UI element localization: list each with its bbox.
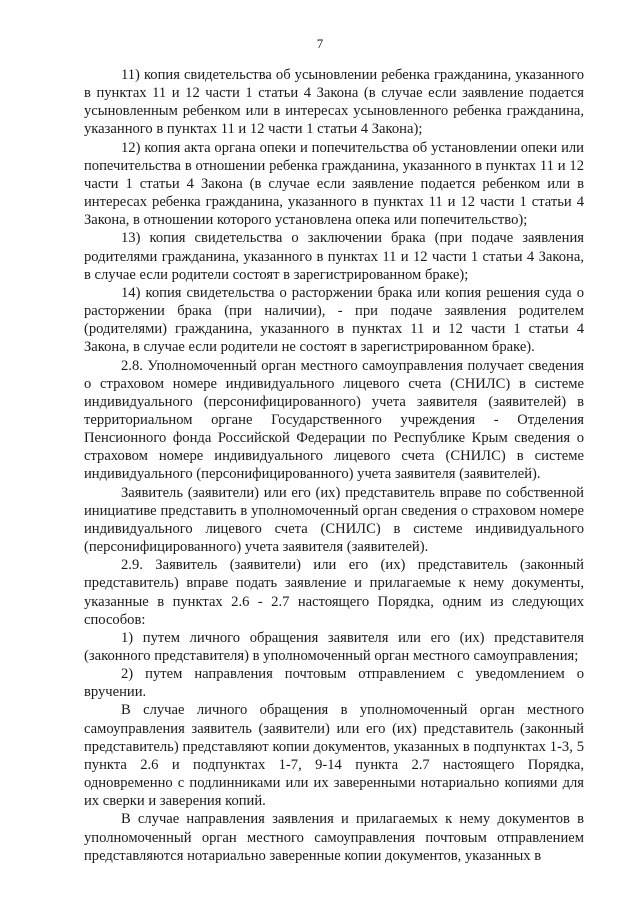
- item-12-paragraph: 12) копия акта органа опеки и попечительства об установлении опеки или попечительства в отношении ребенка гражданина, указанного в пунктах 11 и 12 части 1 статьи 4 Закона (в случае если заявление подается ребенком или в интересах ребенка гражданина, указанного в пунктах 11 и 12 части 1 статьи 4 Закона, в отношении которого установлена опека или попечительство);: [84, 139, 584, 229]
- item-14-paragraph: 14) копия свидетельства о расторжении брака или копия решения суда о расторжении брака (при наличии), - при подаче заявления родителем (родителями) гражданина, указанного в пунктах 11 и 12 части 1 статьи 4 Закона, в случае если родители не состоят в зарегистрированном браке).: [84, 284, 584, 356]
- page-number: 7: [316, 36, 324, 51]
- postal-submission-paragraph: В случае направления заявления и прилагаемых к нему документов в уполномоченный орган местного самоуправления почтовым отправлением представляются нотариально заверенные копии документов, указанных в: [84, 811, 584, 864]
- method-2-paragraph: 2) путем направления почтовым отправлением с уведомлением о вручении.: [84, 666, 584, 701]
- section-2-8-paragraph: 2.8. Уполномоченный орган местного самоуправления получает сведения о страховом номере индивидуального лицевого счета (СНИЛС) в системе индивидуального (персонифицированного) учета заявителя (заявителей) в территориальном органе Государственного учреждения - Отделения Пенсионного фонда Российской Федерации по Республике Крым сведения о страховом номере индивидуального лицевого счета (СНИЛС) в системе индивидуального (персонифицированного) учета заявителя (заявителей).: [84, 357, 584, 483]
- item-13-paragraph: 13) копия свидетельства о заключении брака (при подаче заявления родителями гражданина, указанного в пунктах 11 и 12 части 1 статьи 4 Закона, в случае если родители состоят в зарегистрированном браке);: [84, 230, 584, 283]
- personal-visit-paragraph: В случае личного обращения в уполномоченный орган местного самоуправления заявитель (заявители) или его (их) представитель (законный представитель) представляют копии документов, указанных в подпунктах 1-3, 5 пункта 2.6 и подпунктах 1-7, 9-14 пункта 2.7 настоящего Порядка, одновременно с подлинниками или их заверенными нотариально копиями для их сверки и заверения копий.: [84, 702, 584, 810]
- section-2-9-paragraph: 2.9. Заявитель (заявители) или его (их) представитель (законный представитель) вправе подать заявление и прилагаемые к нему документы, указанные в пунктах 2.6 - 2.7 настоящего Порядка, одним из следующих способов:: [84, 557, 584, 628]
- snils-initiative-paragraph: Заявитель (заявители) или его (их) представитель вправе по собственной инициативе представить в уполномоченный орган сведения о страховом номере индивидуального лицевого счета (СНИЛС) в системе индивидуального (персонифицированного) учета заявителя (заявителей).: [84, 484, 584, 556]
- method-1-paragraph: 1) путем личного обращения заявителя или его (их) представителя (законного представителя) в уполномоченный орган местного самоуправления;: [84, 629, 584, 664]
- document-body: [84, 66, 584, 865]
- item-11-paragraph: 11) копия свидетельства об усыновлении ребенка гражданина, указанного в пунктах 11 и 12 части 1 статьи 4 Закона (в случае если заявление подается усыновленным ребенком или в интересах усыновленного ребенка гражданина, указанного в пунктах 11 и 12 части 1 статьи 4 Закона);: [84, 67, 584, 138]
